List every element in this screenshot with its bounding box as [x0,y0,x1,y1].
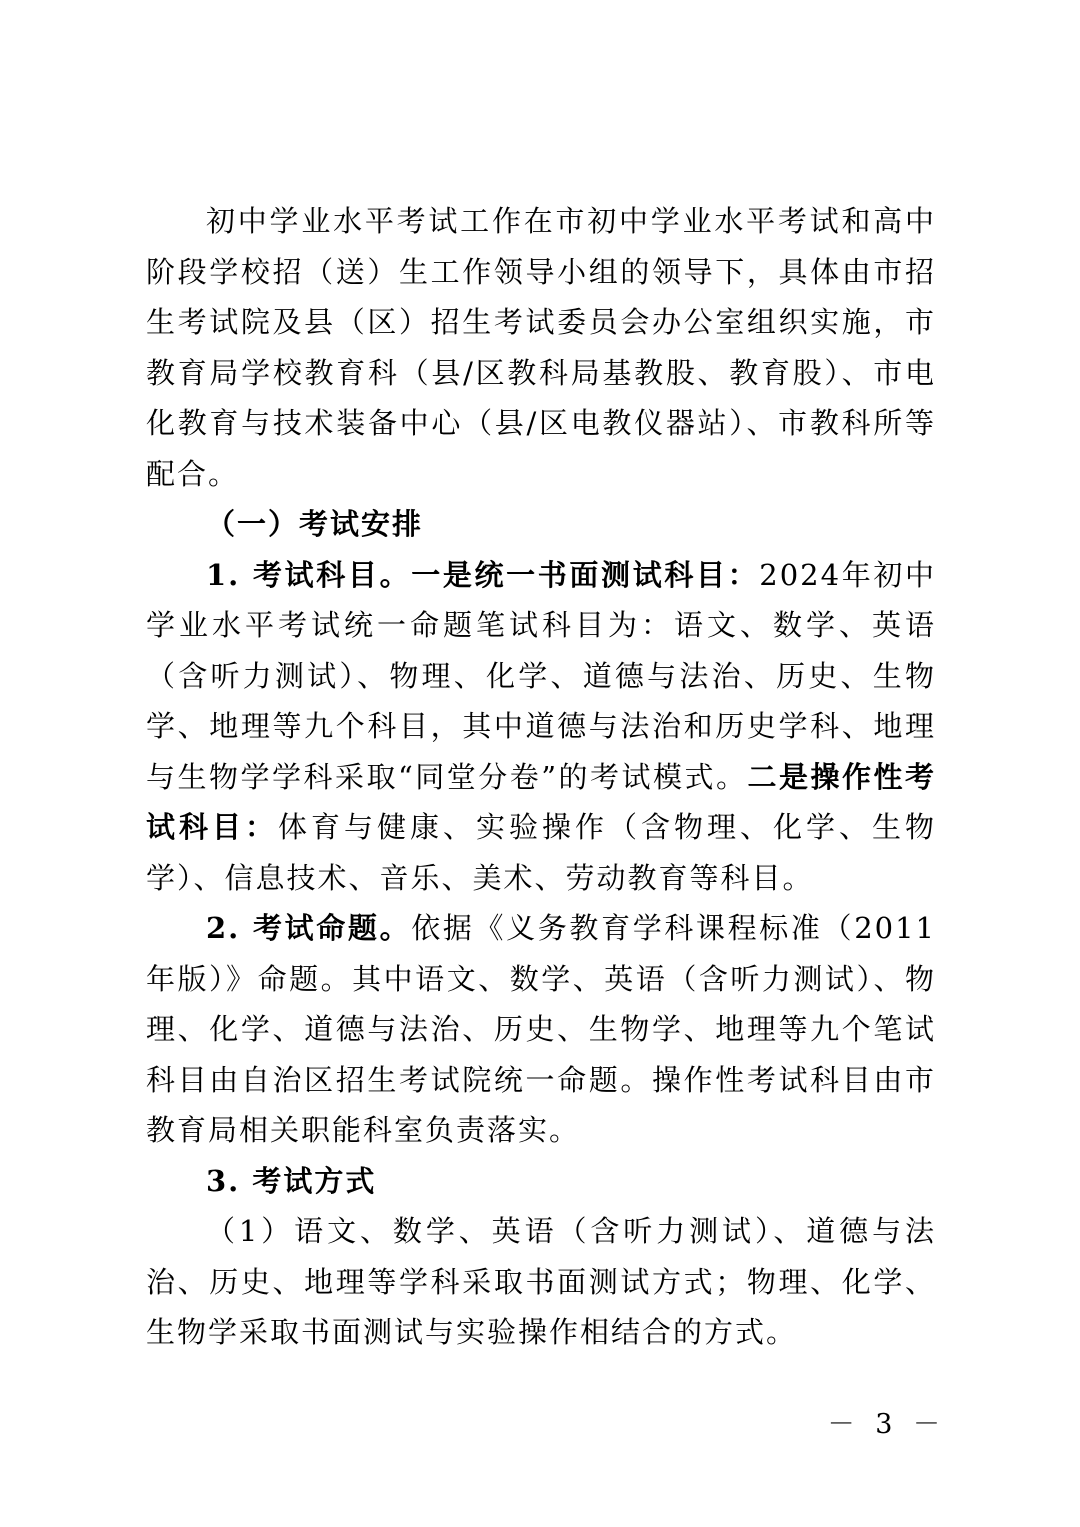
item1-lead: 1. 考试科目。一是统一书面测试科目： [206,557,760,592]
item2-paragraph [146,903,936,1156]
intro-paragraph: 初中学业水平考试工作在市初中学业水平考试和高中阶段学校招（送）生工作领导小组的领导下，具体由市招生考试院及县（区）招生考试委员会办公室组织实施，市教育局学校教育科（县/区教科局基教股、教育股）、市电化教育与技术装备中心（县/区电教仪器站）、市教科所等配合。 [146,204,936,491]
item3-heading: 3. 考试方式 [206,1163,377,1198]
item3-sub1-paragraph: （1）语文、数学、英语（含听力测试）、道德与法治、历史、地理等学科采取书面测试方式；物理、化学、生物学采取书面测试与实验操作相结合的方式。 [146,1214,936,1349]
section-heading: （一）考试安排 [206,507,424,541]
page-number: － 3 － [827,1409,946,1440]
item2-lead: 2. 考试命题。 [206,911,412,945]
item1-text1: 2024年初中学业水平考试统一命题笔试科目为：语文、数学、英语（含听力测试）、物理、化学、道德与法治、历史、生物学、地理等九个科目，其中道德与法治和历史学科、地理与生物学学科采取“同堂分卷”的考试模式。 [146,557,936,794]
item1-lead2: 二是操作性考试科目： [146,759,936,844]
item2-text: 依据《义务教育学科课程标准（2011年版）》命题。其中语文、数学、英语（含听力测试）、物理、化学、道德与法治、历史、生物学、地理等九个笔试科目由自治区招生考试院统一命题。操作性考试科目由市教育局相关职能科室负责落实。 [146,911,936,1147]
item1-paragraph [146,550,936,904]
item1-text2: 体育与健康、实验操作（含物理、化学、生物学）、信息技术、音乐、美术、劳动教育等科目。 [146,810,936,895]
document-body [146,196,936,1358]
